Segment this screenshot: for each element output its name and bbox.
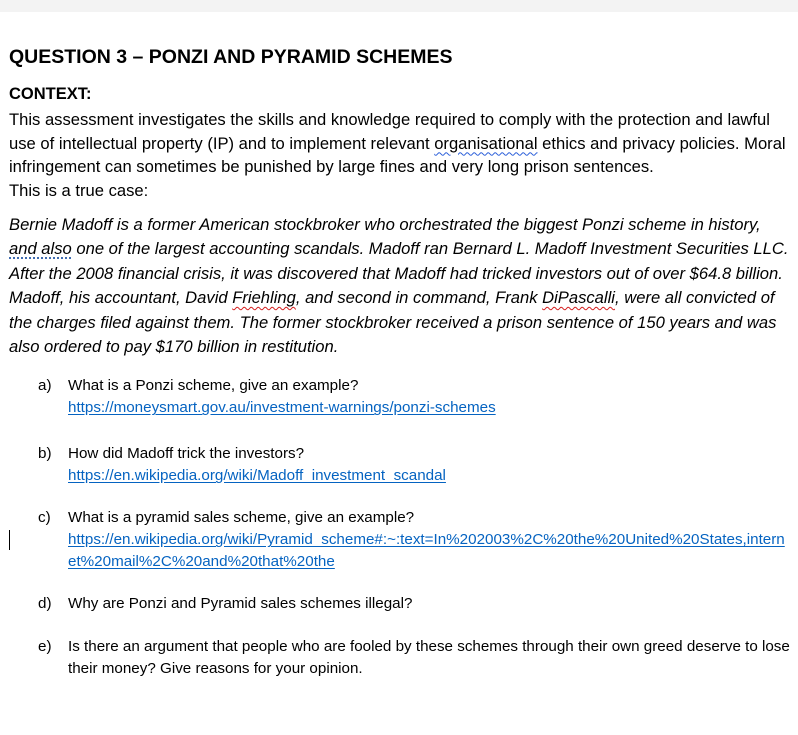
question-item-e xyxy=(9,636,791,680)
context-text-1: This assessment investigates the skills and knowledge required to comply with the protection and lawful use of intellectual property (IP) and to implement relevant xyxy=(9,110,770,153)
question-text: Is there an argument that people who are fooled by these schemes through their own greed deserve to lose their money? Give reasons for your opinion. xyxy=(68,638,790,678)
spelling-flag-dipascalli[interactable]: DiPascalli xyxy=(542,288,615,308)
question-marker: a) xyxy=(38,377,52,395)
question-marker: b) xyxy=(38,445,52,463)
case-story xyxy=(9,213,791,359)
question-item-d xyxy=(9,593,791,615)
pyramid-scheme-wikipedia-link[interactable]: https://en.wikipedia.org/wiki/Pyramid_scheme#:~:text=In%202003%2C%20the%20United%20States,internet%20mail%2C%20and%20that%20the xyxy=(68,531,785,571)
page-top-edge xyxy=(0,0,798,12)
question-text: How did Madoff trick the investors? xyxy=(68,445,305,463)
spelling-flag-organisational[interactable]: organisational xyxy=(434,133,538,153)
question-item-c xyxy=(9,507,791,573)
question-marker: c) xyxy=(38,509,51,527)
question-marker: e) xyxy=(38,638,52,656)
question-text: What is a Ponzi scheme, give an example? xyxy=(68,377,359,395)
question-item-b xyxy=(9,443,791,487)
madoff-wikipedia-link[interactable]: https://en.wikipedia.org/wiki/Madoff_investment_scandal xyxy=(68,467,446,485)
question-list xyxy=(9,375,791,680)
question-title: QUESTION 3 – PONZI AND PYRAMID SCHEMES xyxy=(9,46,453,68)
context-heading: CONTEXT: xyxy=(9,85,92,103)
moneysmart-link[interactable]: https://moneysmart.gov.au/investment-warnings/ponzi-schemes xyxy=(68,399,496,417)
question-text: What is a pyramid sales scheme, give an example? xyxy=(68,509,415,527)
question-text: Why are Ponzi and Pyramid sales schemes illegal? xyxy=(68,595,413,613)
story-text-4: , were all convicted of the charges filed against them. The former stockbroker received a prison sentence of 150 years and was also ordered to pay $170 billion in restitution. xyxy=(9,288,777,357)
case-intro: This is a true case: xyxy=(9,180,149,200)
story-text-3: , and second in command, Frank xyxy=(295,288,543,308)
document-page[interactable] xyxy=(9,44,791,680)
question-item-a xyxy=(9,375,791,419)
spelling-flag-friehling[interactable]: Friehling xyxy=(232,288,296,308)
question-marker: d) xyxy=(38,595,52,613)
text-insertion-cursor xyxy=(9,530,10,550)
context-text-2: ethics and privacy policies. Moral infringement can sometimes be punished by large fines and very long prison sentences. xyxy=(9,133,786,176)
grammar-flag-and-also[interactable]: and also xyxy=(9,239,72,259)
story-text-2: one of the largest accounting scandals. Madoff ran Bernard L. Madoff Investment Securities LLC. After the 2008 financial crisis, it was discovered that Madoff had tricked investors out of over $64.8 billion. Madoff, his accountant, David xyxy=(9,239,789,308)
story-text-1: Bernie Madoff is a former American stockbroker who orchestrated the biggest Ponzi scheme in history, xyxy=(9,215,761,234)
context-paragraph xyxy=(9,108,791,179)
